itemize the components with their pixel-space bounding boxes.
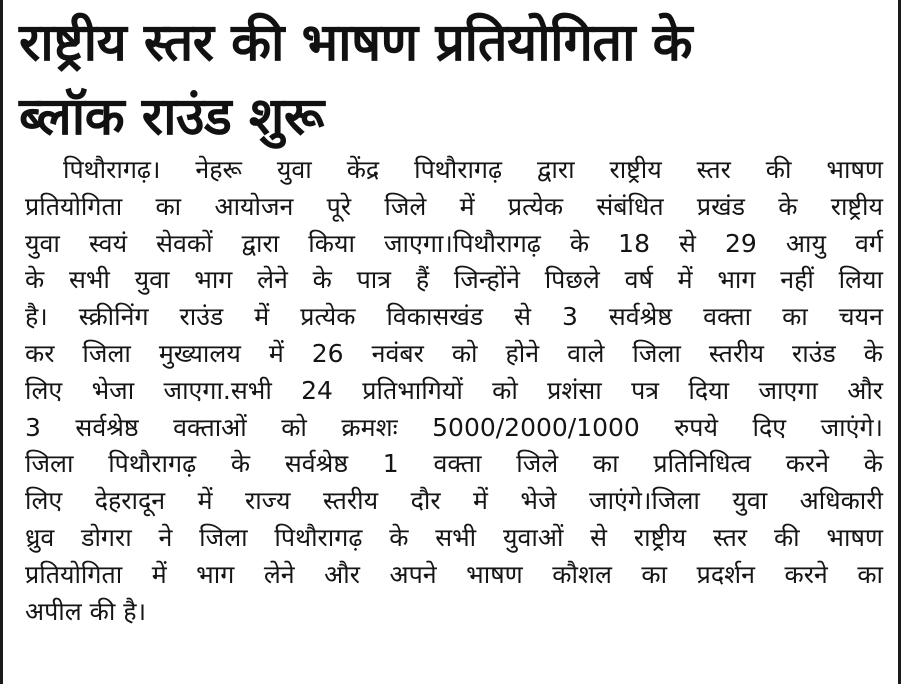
body-line: अपील की है। [25,596,147,626]
body-line: लिए देहरादून में राज्य स्तरीय दौर में भेजे जाएंगे।जिला युवा अधिकारी [25,486,883,516]
body-line: ध्रुव डोगरा ने जिला पिथौरागढ़ के सभी युवाओं से राष्ट्रीय स्तर की भाषण [25,522,883,552]
headline-line-1: राष्ट्रीय स्तर की भाषण प्रतियोगिता के [19,13,693,73]
headline-line-2: ब्लॉक राउंड शुरू [19,87,324,147]
headline [19,6,889,154]
body-line: के सभी युवा भाग लेने के पात्र हैं जिन्होंने पिछले वर्ष में भाग नहीं लिया [25,265,883,295]
body-line: है। स्क्रीनिंग राउंड में प्रत्येक विकासखंड से 3 सर्वश्रेष्ठ वक्ता का चयन [25,302,883,332]
body-line: प्रतियोगिता में भाग लेने और अपने भाषण कौशल का प्रदर्शन करने का [25,559,883,589]
body-line: पिथौरागढ़। नेहरू युवा केंद्र पिथौरागढ़ द्वारा राष्ट्रीय स्तर की भाषण [63,155,883,184]
body-line: प्रतियोगिता का आयोजन पूरे जिले में प्रत्येक संबंधित प्रखंड के राष्ट्रीय [25,191,883,221]
article-body [25,152,883,630]
body-line: लिए भेजा जाएगा.सभी 24 प्रतिभागियों को प्रशंसा पत्र दिया जाएगा और [25,375,883,405]
body-line: कर जिला मुख्यालय में 26 नवंबर को होने वाले जिला स्तरीय राउंड के [25,338,883,368]
body-line: 3 सर्वश्रेष्ठ वक्ताओं को क्रमशः 5000/2000/1000 रुपये दिए जाएंगे। [25,412,883,442]
body-line: जिला पिथौरागढ़ के सर्वश्रेष्ठ 1 वक्ता जिले का प्रतिनिधित्व करने के [25,449,883,479]
body-line: युवा स्वयं सेवकों द्वारा किया जाएगा।पिथौरागढ़ के 18 से 29 आयु वर्ग [25,228,883,258]
